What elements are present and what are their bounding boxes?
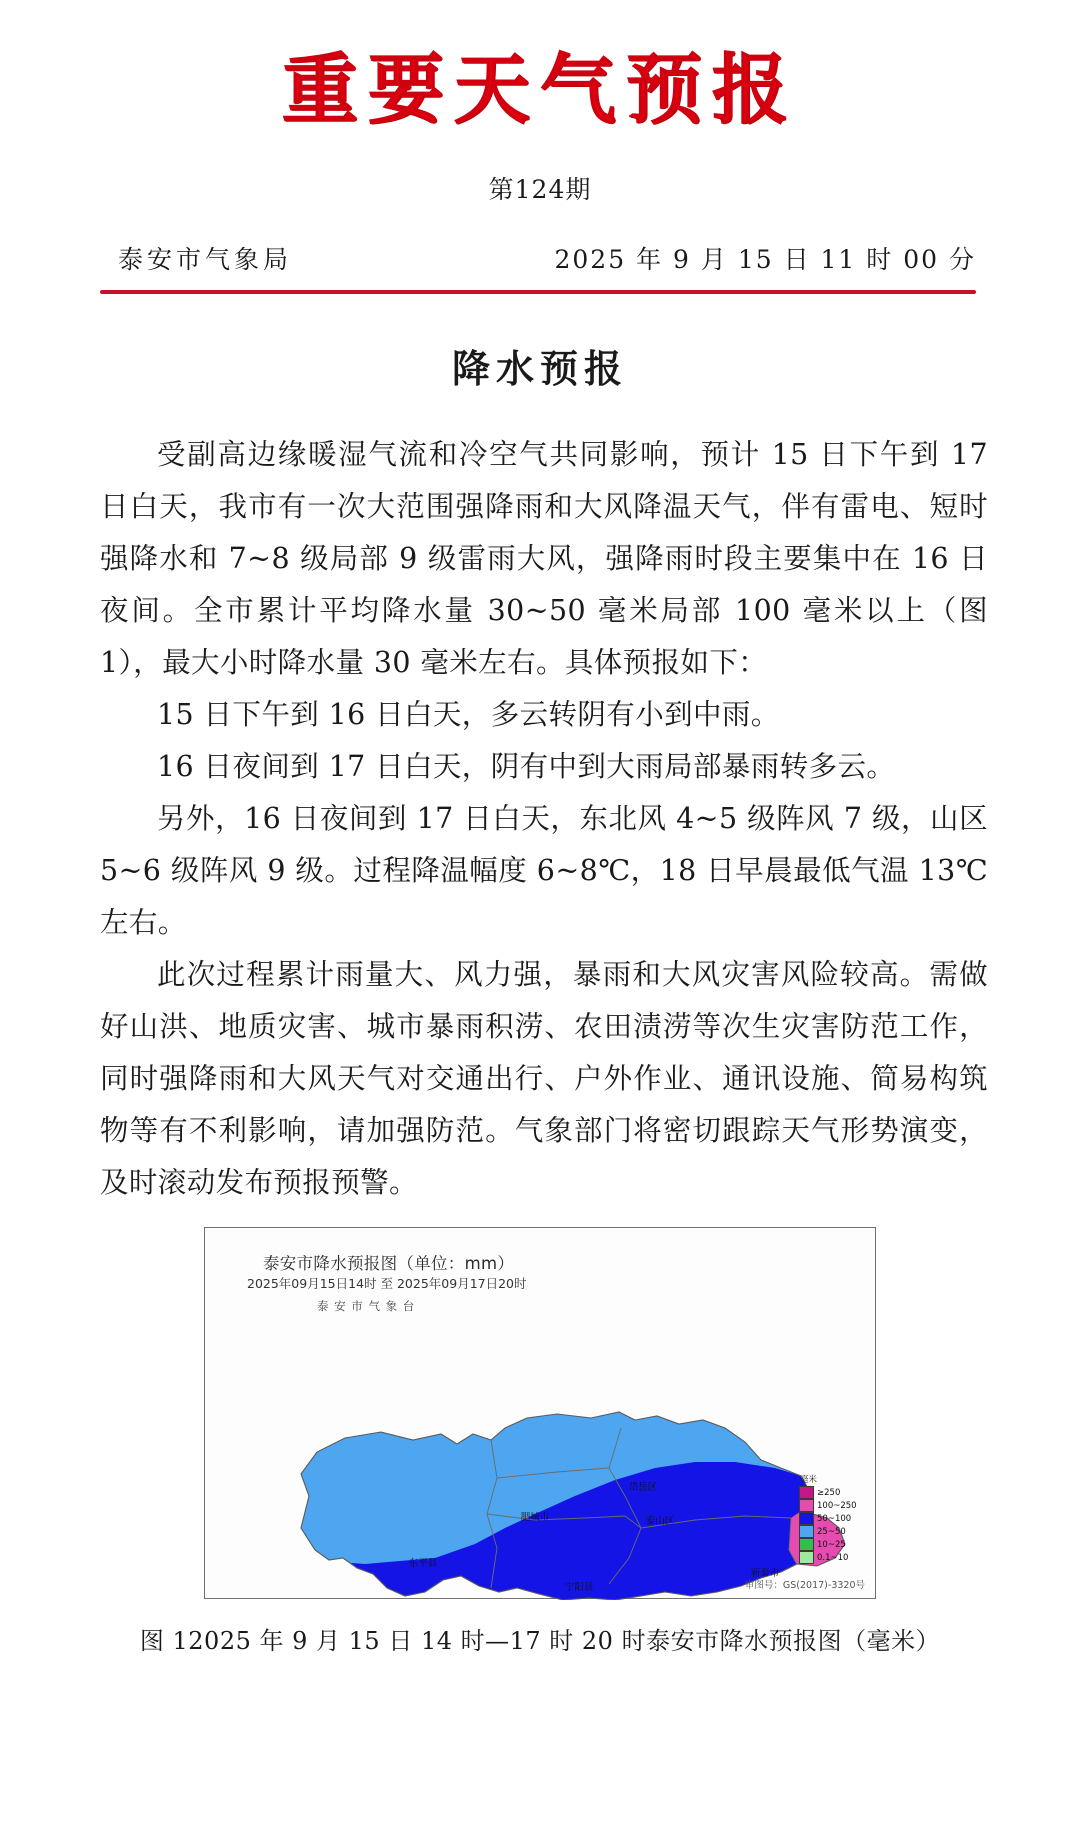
county-label-feicheng: 肥城市 xyxy=(520,1512,550,1523)
legend-label: 25~50 xyxy=(817,1526,846,1537)
figure-time-range: 2025年09月15日14时 至 2025年09月17日20时 xyxy=(247,1276,527,1291)
county-label-daiyue: 岱岳区 xyxy=(628,1482,658,1493)
county-label-taishan: 泰山区 xyxy=(645,1516,675,1527)
legend-swatch xyxy=(799,1512,814,1525)
legend-row xyxy=(799,1538,861,1551)
county-label-xintai: 新泰市 xyxy=(750,1568,780,1579)
legend-swatch xyxy=(799,1525,814,1538)
legend-swatch xyxy=(799,1551,814,1564)
paragraph-forecast-day2: 16 日夜间到 17 日白天，阴有中到大雨局部暴雨转多云。 xyxy=(157,750,896,783)
legend-row xyxy=(799,1499,861,1512)
figure-caption: 图 12025 年 9 月 15 日 14 时—17 时 20 时泰安市降水预报图（毫米） xyxy=(139,1627,941,1655)
masthead-meta xyxy=(118,240,976,276)
paragraph-risk-advice: 此次过程累计雨量大、风力强，暴雨和大风灾害风险较高。需做好山洪、地质灾害、城市暴雨积涝、农田渍涝等次生灾害防范工作，同时强降雨和大风天气对交通出行、户外作业、通讯设施、简易构筑物等有不利影响，请加强防范。气象部门将密切跟踪天气形势演变，及时滚动发布预报预警。 xyxy=(100,958,988,1199)
map-legend xyxy=(799,1473,861,1564)
legend-row xyxy=(799,1551,861,1564)
precipitation-map xyxy=(205,1228,877,1600)
paragraph-overview: 受副高边缘暖湿气流和冷空气共同影响，预计 15 日下午到 17 日白天，我市有一次大范围强降雨和大风降温天气，伴有雷电、短时强降水和 7~8 级局部 9 级雷雨大风，强降雨时段主要集中在 16 日夜间。全市累计平均降水量 30~50 毫米局部 100 毫米以上（图 1），最大小时降水量 30 毫米左右。具体预报如下： xyxy=(100,438,988,679)
paragraph-forecast-day1: 15 日下午到 16 日白天，多云转阴有小到中雨。 xyxy=(157,698,780,731)
legend-label: 100~250 xyxy=(817,1500,857,1511)
legend-swatch xyxy=(799,1486,814,1499)
figure-organization: 泰 安 市 气 象 台 xyxy=(317,1299,416,1313)
legend-row xyxy=(799,1525,861,1538)
figure-credit: 审图号：GS(2017)-3320号 xyxy=(744,1580,865,1591)
legend-swatch xyxy=(799,1499,814,1512)
issuer-name: 泰安市气象局 xyxy=(118,245,293,274)
legend-row xyxy=(799,1512,861,1525)
legend-swatch xyxy=(799,1538,814,1551)
precipitation-map-figure xyxy=(204,1227,876,1599)
header-divider xyxy=(100,290,976,294)
legend-row xyxy=(799,1486,861,1499)
paragraph-wind-temperature: 另外，16 日夜间到 17 日白天，东北风 4~5 级阵风 7 级，山区 5~6 级阵风 9 级。过程降温幅度 6~8℃，18 日早晨最低气温 13℃左右。 xyxy=(100,802,988,939)
issue-datetime: 2025 年 9 月 15 日 11 时 00 分 xyxy=(554,245,976,274)
issue-number: 第124期 xyxy=(488,175,592,204)
legend-label: ≥250 xyxy=(817,1487,841,1498)
section-heading: 降水预报 xyxy=(451,346,628,391)
county-label-dongping: 东平县 xyxy=(408,1558,438,1569)
county-label-ningyang: 宁阳县 xyxy=(564,1582,594,1593)
legend-unit-label: 毫米 xyxy=(800,1475,818,1485)
figure-title: 泰安市降水预报图（单位：mm） xyxy=(263,1254,515,1273)
page-title: 重要天气预报 xyxy=(282,45,798,134)
legend-label: 10~25 xyxy=(817,1539,846,1550)
legend-label: 50~100 xyxy=(817,1513,852,1524)
legend-label: 0.1~10 xyxy=(817,1552,849,1563)
document-body xyxy=(100,429,988,1209)
